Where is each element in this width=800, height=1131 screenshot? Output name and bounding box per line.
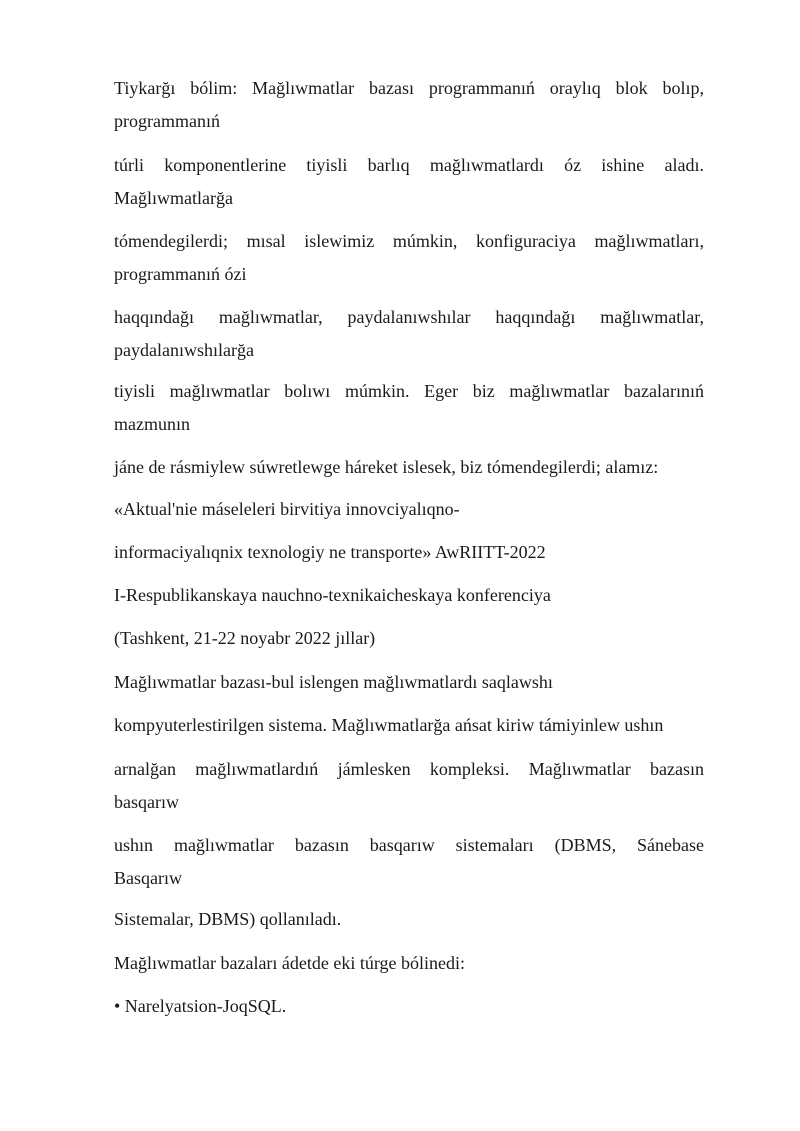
- paragraph-line: Basqarıw: [114, 868, 182, 888]
- paragraph-line: Mağlıwmatlar bazası-bul islengen mağlıwmatlardı saqlawshı: [114, 672, 553, 692]
- paragraph-line: mazmunın: [114, 414, 190, 434]
- paragraph-line: programmanıń: [114, 111, 220, 131]
- paragraph-line: programmanıń ózi: [114, 264, 247, 284]
- paragraph-line: (Tashkent, 21-22 noyabr 2022 jıllar): [114, 628, 376, 648]
- bullet-item: • Narelyatsion-JoqSQL.: [114, 996, 287, 1016]
- paragraph-line: tómendegilerdi; mısal islewimiz múmkin, konfiguraciya mağlıwmatları,: [114, 231, 704, 251]
- paragraph-line: jáne de rásmiylew súwretlewge háreket islesek, biz tómendegilerdi; alamız:: [114, 457, 659, 477]
- paragraph-line: «Aktual'nie máseleleri birvitiya innovciyalıqno-: [114, 499, 460, 519]
- paragraph-line: ushın mağlıwmatlar bazasın basqarıw sistemaları (DBMS, Sánebase: [114, 835, 704, 855]
- paragraph-line: Mağlıwmatlarğa: [114, 188, 233, 208]
- paragraph-line: túrli komponentlerine tiyisli barlıq mağlıwmatlardı óz ishine aladı.: [114, 155, 704, 175]
- paragraph-line: Sistemalar, DBMS) qollanıladı.: [114, 909, 342, 929]
- paragraph-line: arnalğan mağlıwmatlardıń jámlesken kompleksi. Mağlıwmatlar bazasın: [114, 759, 704, 779]
- paragraph-line: Mağlıwmatlar bazaları ádetde eki túrge bólinedi:: [114, 953, 466, 973]
- paragraph-line: informaciyalıqnix texnologiy ne transporte» AwRIITT-2022: [114, 542, 546, 562]
- paragraph-line: basqarıw: [114, 792, 179, 812]
- paragraph-line: haqqındağı mağlıwmatlar, paydalanıwshılar haqqındağı mağlıwmatlar,: [114, 307, 704, 327]
- paragraph-line: kompyuterlestirilgen sistema. Mağlıwmatlarğa ańsat kiriw támiyinlew ushın: [114, 715, 664, 735]
- paragraph-line: Tiykarğı bólim: Mağlıwmatlar bazası programmanıń oraylıq blok bolıp,: [114, 78, 704, 98]
- paragraph-line: tiyisli mağlıwmatlar bolıwı múmkin. Eger biz mağlıwmatlar bazalarınıń: [114, 381, 704, 401]
- paragraph-line: I-Respublikanskaya nauchno-texnikaicheskaya konferenciya: [114, 585, 551, 605]
- paragraph-line: paydalanıwshılarğa: [114, 340, 254, 360]
